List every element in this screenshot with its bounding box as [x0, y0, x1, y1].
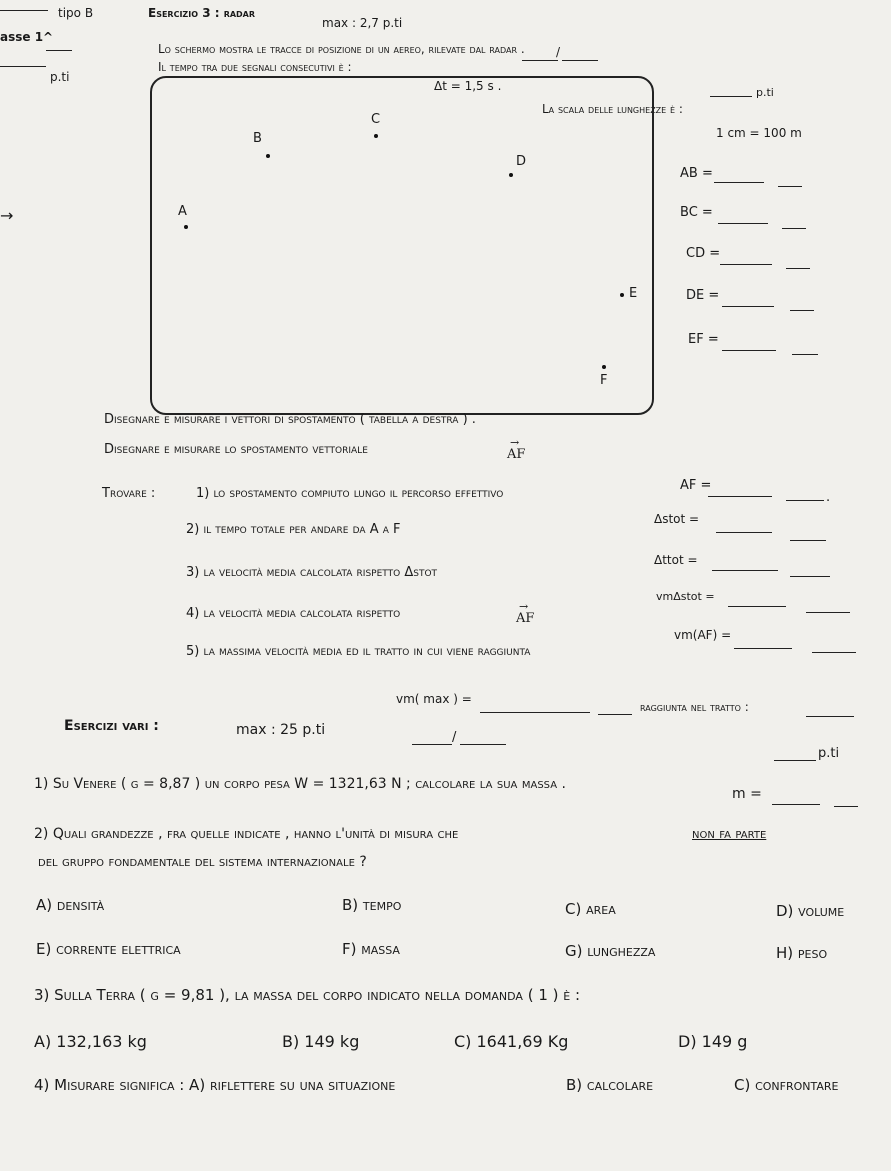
unit-blank[interactable] [790, 576, 830, 577]
q3-option-b[interactable]: B) 149 kg [282, 1032, 360, 1051]
q4-option-b[interactable]: B) calcolare [566, 1076, 654, 1094]
q2-option-d[interactable]: D) volume [776, 902, 845, 920]
point-f-label: F [600, 373, 608, 388]
margin-blank [0, 66, 46, 67]
point-c-label: C [371, 112, 381, 127]
answer-blank[interactable] [714, 182, 764, 183]
af-dot: . [826, 490, 831, 505]
tratto-blank[interactable] [806, 716, 854, 717]
score-blank [562, 60, 598, 61]
q1-answer-label: m = [732, 786, 762, 802]
answer-vm-dstot: vmΔstot = [656, 590, 715, 603]
measure-de: DE = [686, 288, 720, 303]
q2-option-e[interactable]: E) corrente elettrica [36, 940, 181, 958]
margin-blank [46, 50, 72, 51]
item-5: 5) la massima velocità media ed il tratto in cui viene raggiunta [186, 644, 531, 659]
question-2-underlined: non fa parte [692, 826, 767, 842]
measure-ab: AB = [680, 166, 713, 181]
answer-blank[interactable] [712, 570, 778, 571]
point-a-label: A [178, 204, 187, 219]
answer-blank[interactable] [716, 532, 772, 533]
exercise3-title: Esercizio 3 : radar [148, 6, 256, 20]
answer-blank[interactable] [728, 606, 786, 607]
answer-dttot: Δttot = [654, 553, 698, 567]
unit-blank[interactable] [790, 310, 814, 311]
draw-total-text: Disegnare e misurare lo spostamento vettoriale [104, 442, 368, 457]
points-blank [774, 760, 816, 761]
point-a-dot [184, 225, 188, 229]
radar-screen [150, 76, 654, 415]
measure-ef: EF = [688, 332, 719, 347]
q2-option-f[interactable]: F) massa [342, 940, 400, 958]
q4-option-c[interactable]: C) confrontare [734, 1076, 839, 1094]
points-blank [710, 96, 752, 97]
unit-blank[interactable] [778, 186, 802, 187]
point-c-dot [374, 134, 378, 138]
point-e-label: E [629, 286, 638, 301]
vmax-answer-blank[interactable] [480, 712, 590, 713]
item-4: 4) la velocità media calcolata rispetto [186, 606, 401, 621]
q1-answer-blank[interactable] [772, 804, 820, 805]
points-label: p.ti [756, 86, 774, 99]
classe-label: asse 1^ [0, 30, 54, 44]
q3-option-d[interactable]: D) 149 g [678, 1032, 748, 1051]
unit-blank[interactable] [812, 652, 856, 653]
q2-option-c[interactable]: C) area [565, 900, 616, 918]
tipo-label: tipo B [58, 6, 94, 20]
point-e-dot [620, 293, 624, 297]
question-1: 1) Su Venere ( g = 8,87 ) un corpo pesa W = 1321,63 N ; calcolare la sua massa . [34, 776, 566, 792]
unit-blank[interactable] [782, 228, 806, 229]
af-unit-blank[interactable] [786, 500, 824, 501]
margin-points: p.ti [50, 70, 70, 84]
unit-blank[interactable] [786, 268, 810, 269]
item-2: 2) il tempo totale per andare da A a F [186, 522, 401, 537]
scale-value: 1 cm = 100 m [716, 126, 802, 140]
vari-slash: / [452, 730, 457, 745]
item-3: 3) la velocità media calcolata rispetto Δstot [186, 565, 438, 580]
q1-unit-blank[interactable] [834, 806, 858, 807]
question-4: 4) Misurare significa : A) riflettere su una situazione [34, 1076, 396, 1094]
q2-option-h[interactable]: H) peso [776, 944, 828, 962]
measure-bc: BC = [680, 205, 713, 220]
score-blank [522, 60, 558, 61]
delta-t: Δt = 1,5 s . [434, 79, 502, 93]
arrow-mark: → [0, 206, 14, 225]
question-3: 3) Sulla Terra ( g = 9,81 ), la massa del corpo indicato nella domanda ( 1 ) è : [34, 986, 581, 1004]
answer-blank[interactable] [722, 350, 776, 351]
point-f-dot [602, 365, 606, 369]
q3-option-c[interactable]: C) 1641,69 Kg [454, 1032, 569, 1051]
q2-option-b[interactable]: B) tempo [342, 896, 402, 914]
vmax-unit-blank[interactable] [598, 714, 632, 715]
scale-text: La scala delle lunghezze è : [542, 102, 683, 116]
vari-title: Esercizi vari : [64, 718, 159, 734]
vector-af: → AF [507, 447, 525, 462]
q2-option-a[interactable]: A) densità [36, 896, 105, 914]
af-label: AF = [680, 478, 712, 493]
af-answer-blank[interactable] [708, 496, 772, 497]
unit-blank[interactable] [790, 540, 826, 541]
q3-option-a[interactable]: A) 132,163 kg [34, 1032, 147, 1051]
point-d-label: D [516, 154, 527, 169]
point-b-label: B [253, 131, 262, 146]
tratto-label: raggiunta nel tratto : [640, 700, 749, 714]
vari-max: max : 25 p.ti [236, 722, 326, 738]
vector-af-2: → AF [516, 611, 534, 626]
point-d-dot [509, 173, 513, 177]
answer-dstot: Δstot = [654, 512, 700, 526]
exercise3-max: max : 2,7 p.ti [322, 16, 403, 30]
answer-blank[interactable] [722, 306, 774, 307]
answer-vm-af: vm(AF) = [674, 628, 732, 642]
exercise3-line1: Lo schermo mostra le tracce di posizione di un aereo, rilevate dal radar . [158, 42, 525, 56]
score-blank [460, 744, 506, 745]
margin-blank [0, 10, 48, 11]
trovare-label: Trovare : [102, 486, 156, 501]
question-2-b: del gruppo fondamentale del sistema internazionale ? [38, 854, 367, 870]
answer-blank[interactable] [718, 223, 768, 224]
question-2-a: 2) Quali grandezze , fra quelle indicate , hanno l'unità di misura che [34, 826, 459, 842]
point-b-dot [266, 154, 270, 158]
answer-blank[interactable] [720, 264, 772, 265]
vari-points: p.ti [818, 746, 840, 761]
score-blank [412, 744, 452, 745]
unit-blank[interactable] [806, 612, 850, 613]
q2-option-g[interactable]: G) lunghezza [565, 942, 656, 960]
draw-vectors-text: Disegnare e misurare i vettori di spostamento ( tabella a destra ) . [104, 412, 476, 427]
measure-cd: CD = [686, 246, 721, 261]
answer-blank[interactable] [734, 648, 792, 649]
unit-blank[interactable] [792, 354, 818, 355]
vmax-label: vm( max ) = [396, 692, 472, 706]
item-1: 1) lo spostamento compiuto lungo il percorso effettivo [196, 486, 504, 501]
score-slash: / [556, 45, 561, 59]
exercise3-line2: Il tempo tra due segnali consecutivi è : [158, 60, 352, 74]
